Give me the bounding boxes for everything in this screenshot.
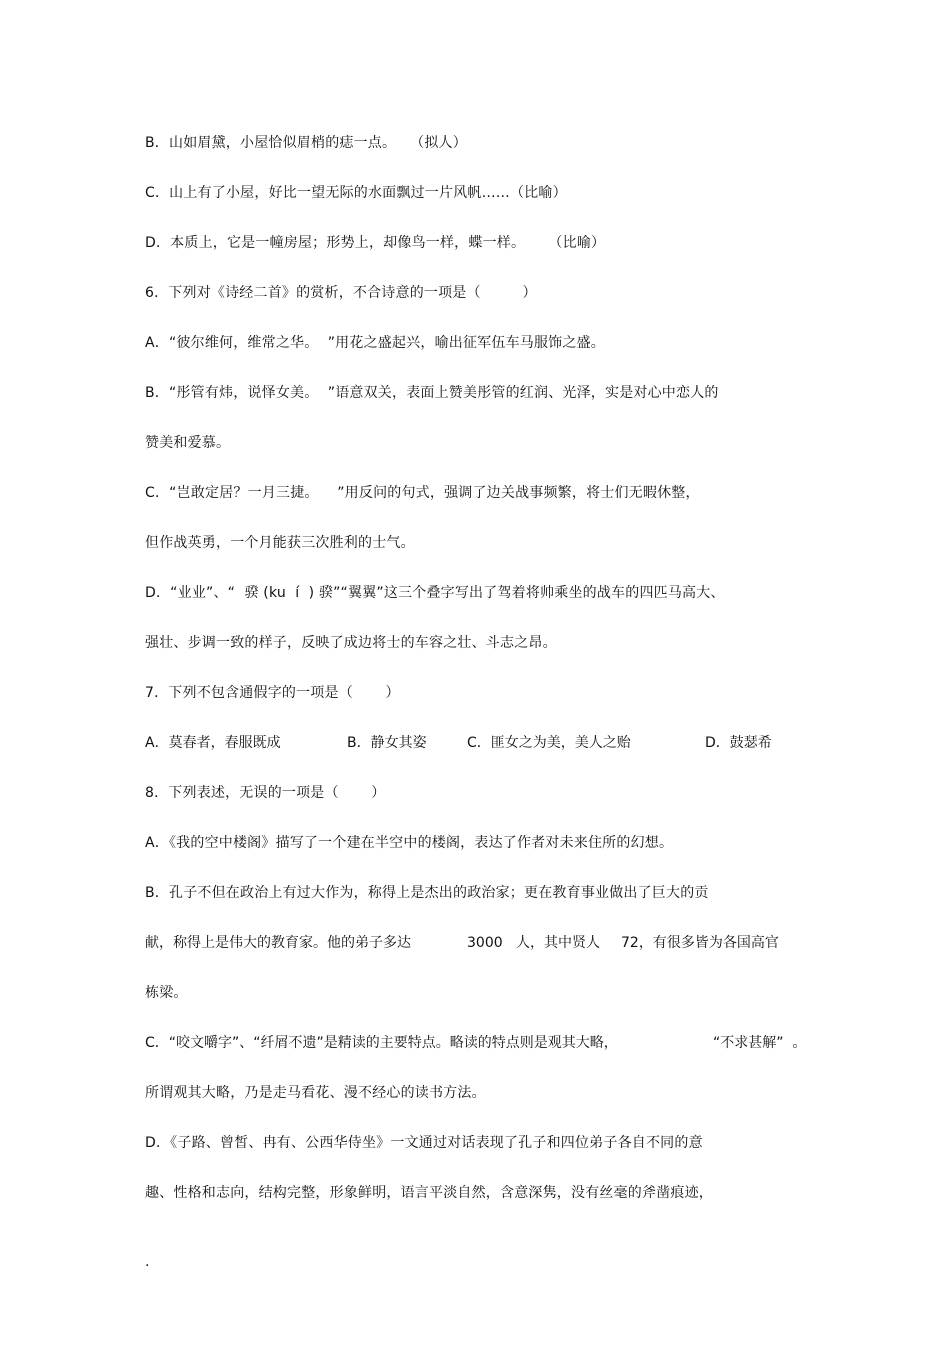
q8-option-d-cont: 趣、性格和志向，结构完整，形象鲜明，语言平淡自然，含意深隽，没有丝毫的斧凿痕迹， xyxy=(145,1185,713,1201)
q8-b-cont-part1: 献，称得上是伟大的教育家。他的弟子多达 xyxy=(145,935,411,951)
q8-option-d: D．《子路、曾皙、冉有、公西华侍坐》一文通过对话表现了孔子和四位弟子各自不同的意 xyxy=(145,1135,703,1151)
q7-option-a: A．莫春者，春服既成 xyxy=(145,735,281,751)
q6-option-c: C．“岂敢定居？一月三捷。 ”用反问的句式，强调了边关战事频繁，将士们无暇休整， xyxy=(145,485,700,501)
q7-option-d: D．鼓瑟希 xyxy=(705,735,772,751)
q6-option-c-cont: 但作战英勇，一个月能获三次胜利的士气。 xyxy=(145,535,415,551)
q8-c-part2: “不求甚解” 。 xyxy=(713,1035,807,1051)
q7-option-c: C．匪女之为美，美人之贻 xyxy=(467,735,631,751)
q8-option-b-cont2: 栋梁。 xyxy=(145,985,188,1001)
question-8: 8．下列表述，无误的一项是（ ） xyxy=(145,785,386,801)
q8-option-b: B．孔子不但在政治上有过大作为，称得上是杰出的政治家；更在教育事业做出了巨大的贡 xyxy=(145,885,709,901)
option-c-line: C．山上有了小屋，好比一望无际的水面飘过一片风帆……（比喻） xyxy=(145,185,567,201)
q8-c-part1: C．“咬文嚼字”、“纤屑不遗”是精读的主要特点。略读的特点则是观其大略， xyxy=(145,1035,618,1051)
q8-option-c-cont: 所谓观其大略，乃是走马看花、漫不经心的读书方法。 xyxy=(145,1085,486,1101)
q7-option-b: B．静女其姿 xyxy=(347,735,427,751)
q6-option-b-cont: 赞美和爱慕。 xyxy=(145,435,231,451)
question-7: 7．下列不包含通假字的一项是（ ） xyxy=(145,685,400,701)
option-b-line: B．山如眉黛，小屋恰似眉梢的痣一点。 （拟人） xyxy=(145,135,467,151)
q6-option-a: A．“彼尔维何，维常之华。 ”用花之盛起兴，喻出征军伍车马服饰之盛。 xyxy=(145,335,605,351)
q8-b-cont-part3: 72，有很多皆为各国高官 xyxy=(621,935,779,951)
q6-option-b: B．“彤管有炜，说怿女美。 ”语意双关，表面上赞美彤管的红润、光泽，实是对心中恋人的 xyxy=(145,385,719,401)
option-d-line: D．本质上，它是一幢房屋；形势上，却像鸟一样，蝶一样。 （比喻） xyxy=(145,235,606,251)
q8-b-cont-part2: 3000 人，其中贤人 xyxy=(467,935,600,951)
q6-option-d-cont: 强壮、步调一致的样子，反映了成边将士的车容之壮、斗志之昂。 xyxy=(145,635,557,651)
footer-mark: . xyxy=(145,1254,150,1270)
question-6: 6．下列对《诗经二首》的赏析，不合诗意的一项是（ ） xyxy=(145,285,537,301)
q6-option-d: D．“业业”、“ 骙 (ku í ) 骙”“翼翼”这三个叠字写出了驾着将帅乘坐的战车的四匹马高大、 xyxy=(145,585,725,601)
q8-option-a: A．《我的空中楼阁》描写了一个建在半空中的楼阁，表达了作者对未来住所的幻想。 xyxy=(145,835,674,851)
